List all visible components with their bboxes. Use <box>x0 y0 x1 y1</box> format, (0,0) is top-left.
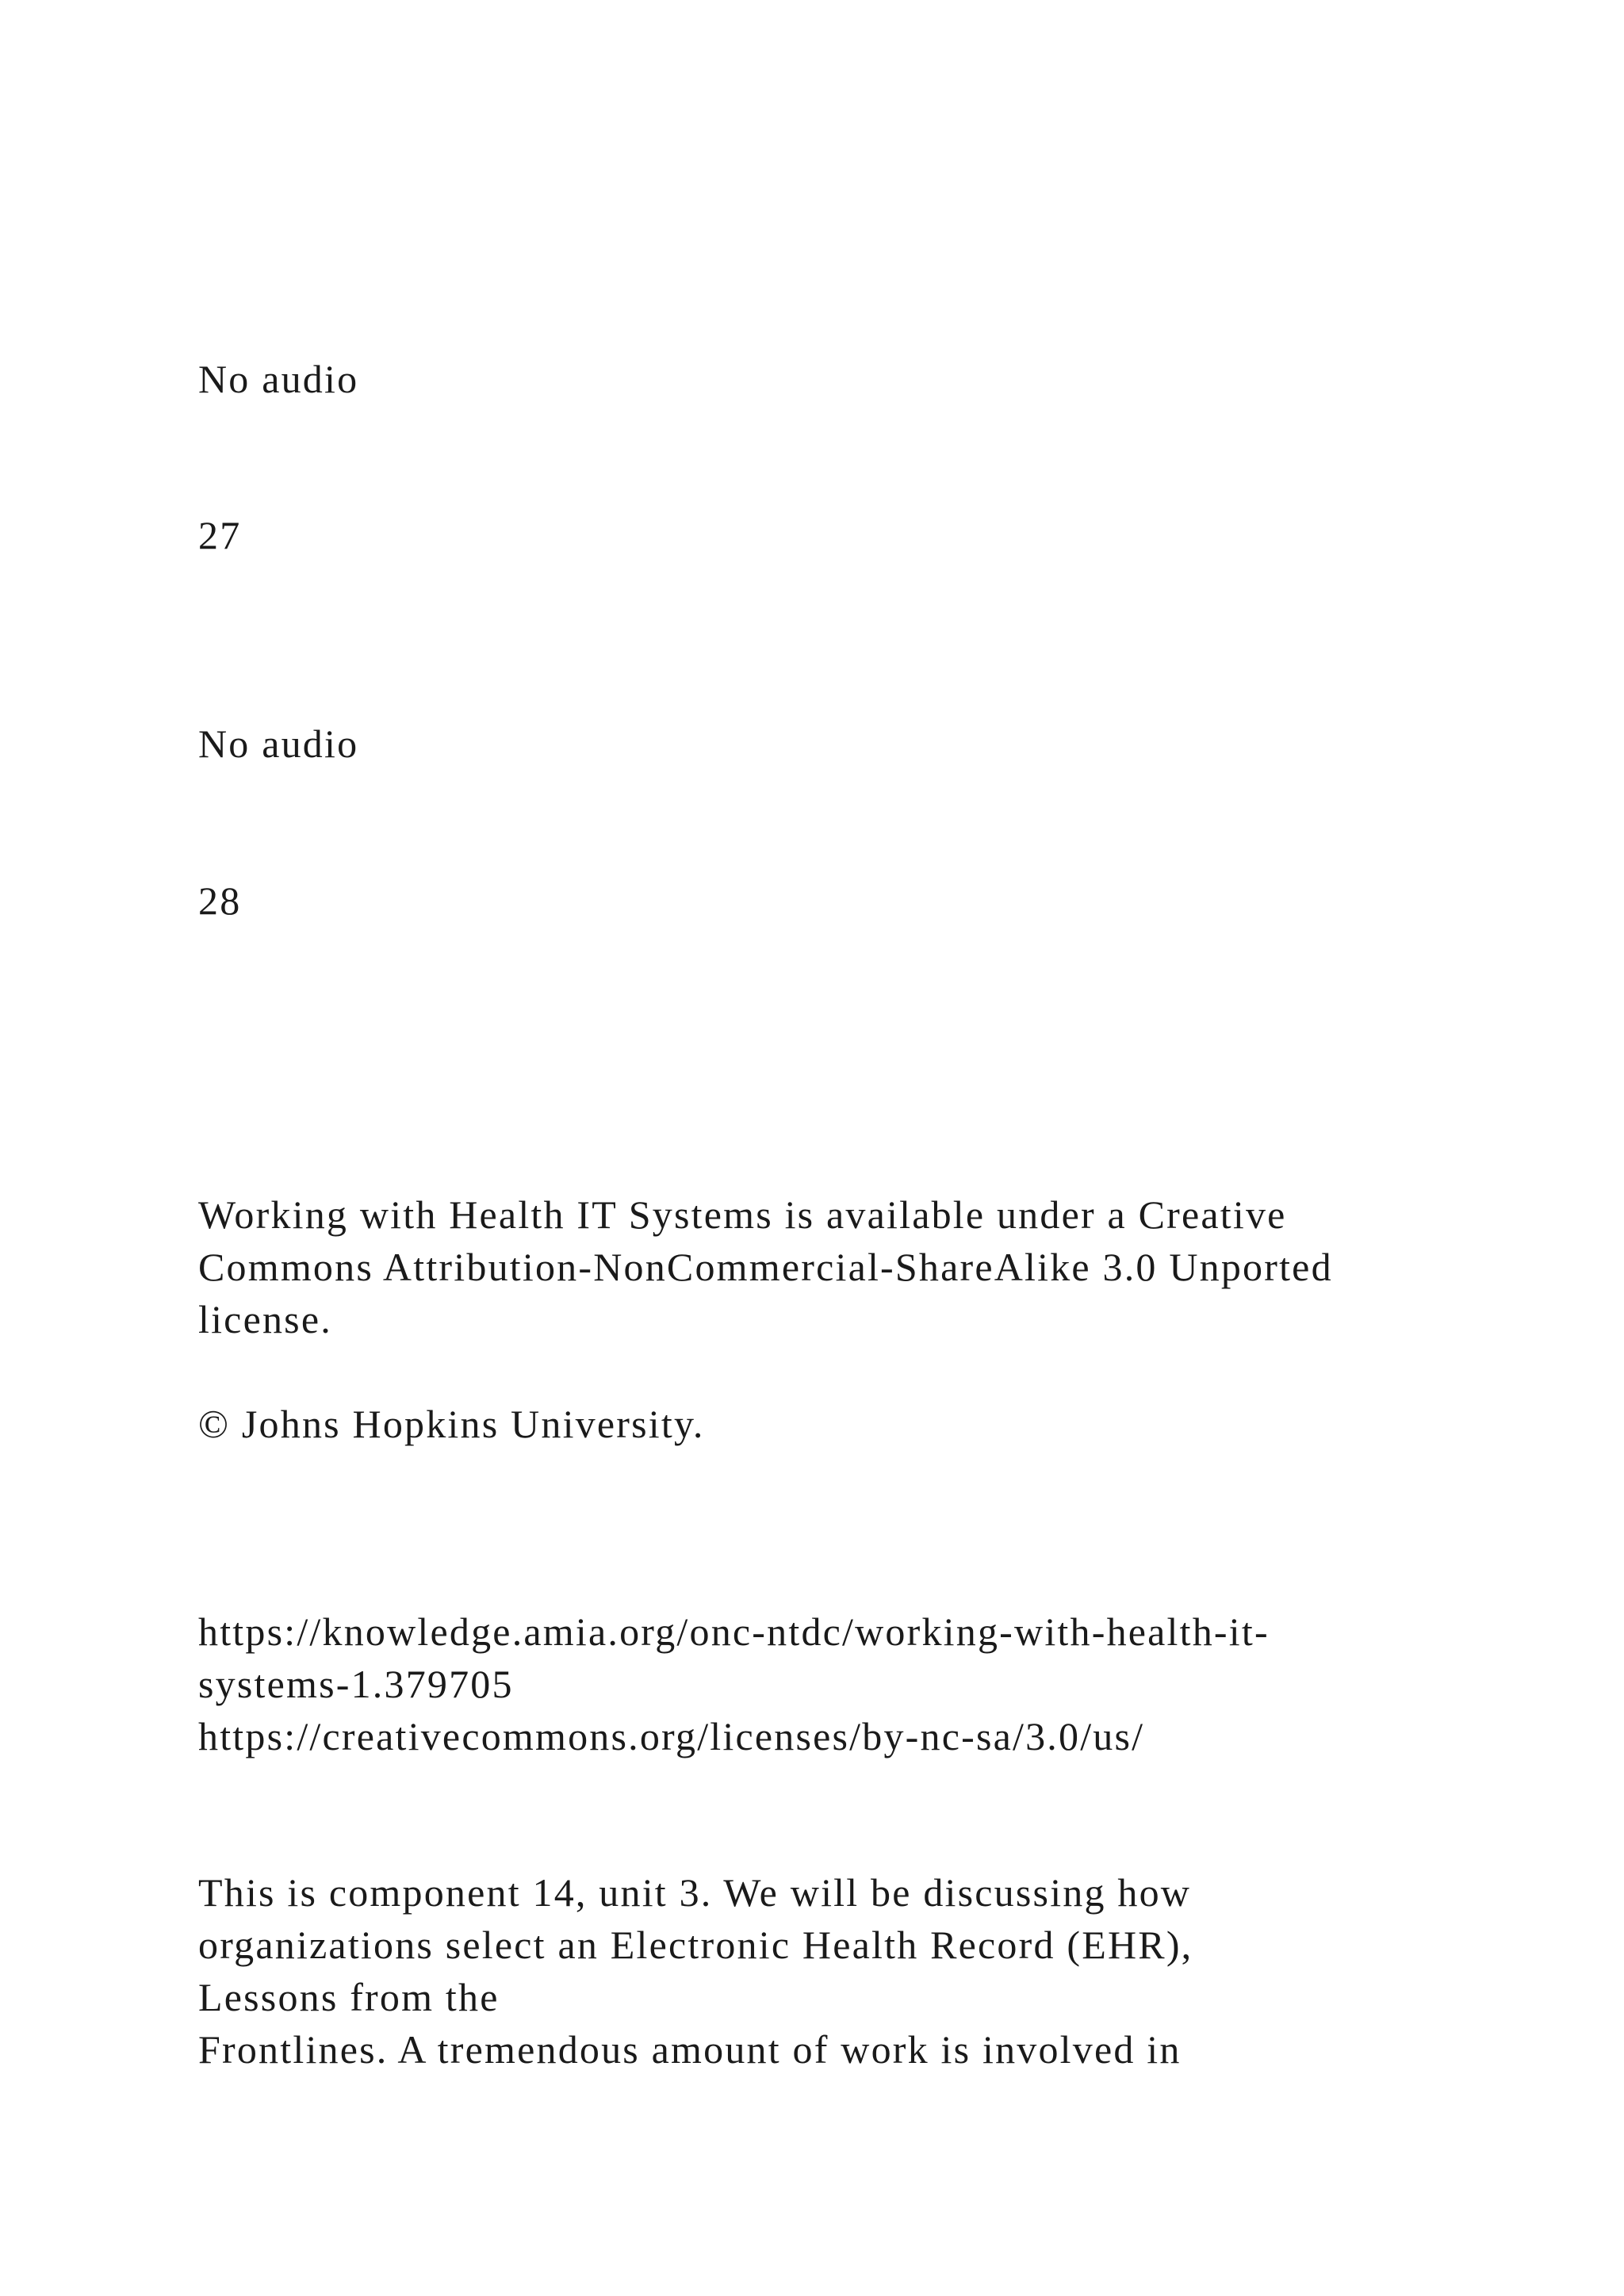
copyright-notice: © Johns Hopkins University. <box>198 1402 705 1446</box>
source-link: systems-1.379705 <box>198 1662 514 1706</box>
body-text-line: Lessons from the <box>198 1975 500 2019</box>
license-link: https://creativecommons.org/licenses/by-nc-sa/3.0/us/ <box>198 1714 1145 1758</box>
license-text-line: Commons Attribution-NonCommercial-ShareAlike 3.0 Unported <box>198 1245 1333 1289</box>
body-text-line: Frontlines. A tremendous amount of work is involved in <box>198 2027 1182 2072</box>
slide-number: 28 <box>198 878 242 923</box>
body-text-line: organizations select an Electronic Health Record (EHR), <box>198 1923 1193 1967</box>
audio-note: No audio <box>198 357 359 401</box>
source-link: https://knowledge.amia.org/onc-ntdc/working-with-health-it- <box>198 1609 1270 1654</box>
license-text-line: Working with Health IT Systems is available under a Creative <box>198 1192 1287 1237</box>
slide-number: 27 <box>198 513 242 557</box>
license-text-line: license. <box>198 1297 332 1341</box>
body-text-line: This is component 14, unit 3. We will be discussing how <box>198 1870 1192 1915</box>
audio-note: No audio <box>198 721 359 766</box>
